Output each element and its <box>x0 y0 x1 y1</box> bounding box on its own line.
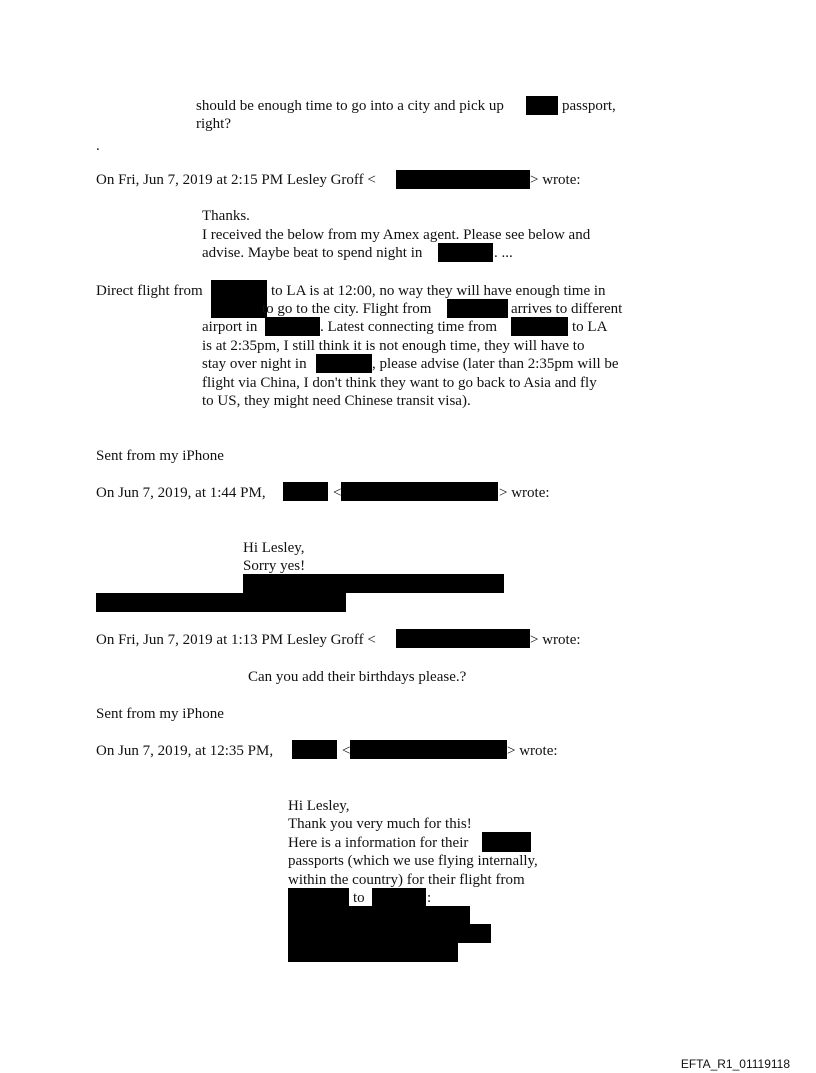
redaction-box <box>341 482 498 501</box>
redaction-box <box>288 888 349 907</box>
redaction-box <box>447 299 508 318</box>
redaction-box <box>438 243 493 262</box>
email-header-lt: < <box>333 485 342 501</box>
email-text-line: to US, they might need Chinese transit visa). <box>202 393 471 409</box>
email-header-prefix: On Jun 7, 2019, at 12:35 PM, <box>96 743 274 759</box>
redaction-box <box>288 906 470 925</box>
email-text-line: . Latest connecting time from <box>320 319 498 335</box>
redaction-box <box>316 354 372 373</box>
email-text-line: Sorry yes! <box>243 558 306 574</box>
email-text-line: Can you add their birthdays please.? <box>248 669 467 685</box>
email-header-suffix: > wrote: <box>507 743 558 759</box>
email-text-line: is at 2:35pm, I still think it is not enough time, they will have to <box>202 338 585 354</box>
email-text-line: Thanks. <box>202 208 250 224</box>
email-text-line: Hi Lesley, <box>243 540 305 556</box>
redaction-box <box>511 317 568 336</box>
email-text-line: within the country) for their flight from <box>288 872 525 888</box>
email-text-line: right? <box>196 116 231 132</box>
redaction-box <box>96 593 346 612</box>
document-id: EFTA_R1_01119118 <box>680 1057 790 1071</box>
redaction-box <box>288 943 458 962</box>
redaction-box <box>288 924 491 943</box>
email-text-line: passport, <box>562 98 616 114</box>
email-text-line: airport in <box>202 319 258 335</box>
email-text-line: passports (which we use flying internally, <box>288 853 538 869</box>
redaction-box <box>372 888 426 907</box>
redaction-box <box>243 574 504 593</box>
email-header-suffix: > wrote: <box>530 632 581 648</box>
email-text-line: Hi Lesley, <box>288 798 350 814</box>
email-header-suffix: > wrote: <box>530 172 581 188</box>
redaction-box <box>396 170 530 189</box>
redaction-box <box>265 317 320 336</box>
email-text-line: Direct flight from <box>96 283 203 299</box>
sent-from-iphone: Sent from my iPhone <box>96 448 224 464</box>
email-text-line: should be enough time to go into a city and pick up <box>196 98 504 114</box>
email-header-prefix: On Fri, Jun 7, 2019 at 1:13 PM Lesley Groff < <box>96 632 376 648</box>
email-text-line: advise. Maybe beat to spend night in <box>202 245 423 261</box>
email-text-line: , please advise (later than 2:35pm will be <box>372 356 619 372</box>
email-text-line: flight via China, I don't think they want to go back to Asia and fly <box>202 375 597 391</box>
redaction-box <box>211 280 267 318</box>
email-text-line: Here is a information for their <box>288 835 469 851</box>
email-text-line: arrives to different <box>511 301 623 317</box>
email-header-suffix: > wrote: <box>499 485 550 501</box>
email-text-line: to go to the city. Flight from <box>262 301 432 317</box>
email-header-prefix: On Jun 7, 2019, at 1:44 PM, <box>96 485 266 501</box>
email-text-line: Thank you very much for this! <box>288 816 472 832</box>
stray-dot: . <box>96 138 100 154</box>
email-header-prefix: On Fri, Jun 7, 2019 at 2:15 PM Lesley Groff < <box>96 172 376 188</box>
email-text-line: to <box>353 890 365 906</box>
email-text-line: I received the below from my Amex agent. Please see below and <box>202 227 591 243</box>
redaction-box <box>526 96 558 115</box>
email-text-line: to LA <box>572 319 608 335</box>
email-text-line: stay over night in <box>202 356 307 372</box>
redaction-box <box>283 482 328 501</box>
sent-from-iphone: Sent from my iPhone <box>96 706 224 722</box>
email-text-line: to LA is at 12:00, no way they will have enough time in <box>271 283 606 299</box>
redaction-box <box>292 740 337 759</box>
email-text-line: : <box>427 890 432 906</box>
redaction-box <box>396 629 530 648</box>
email-text-line: . ... <box>494 245 513 261</box>
redaction-box <box>482 832 531 852</box>
redaction-box <box>350 740 507 759</box>
email-header-lt: < <box>342 743 351 759</box>
